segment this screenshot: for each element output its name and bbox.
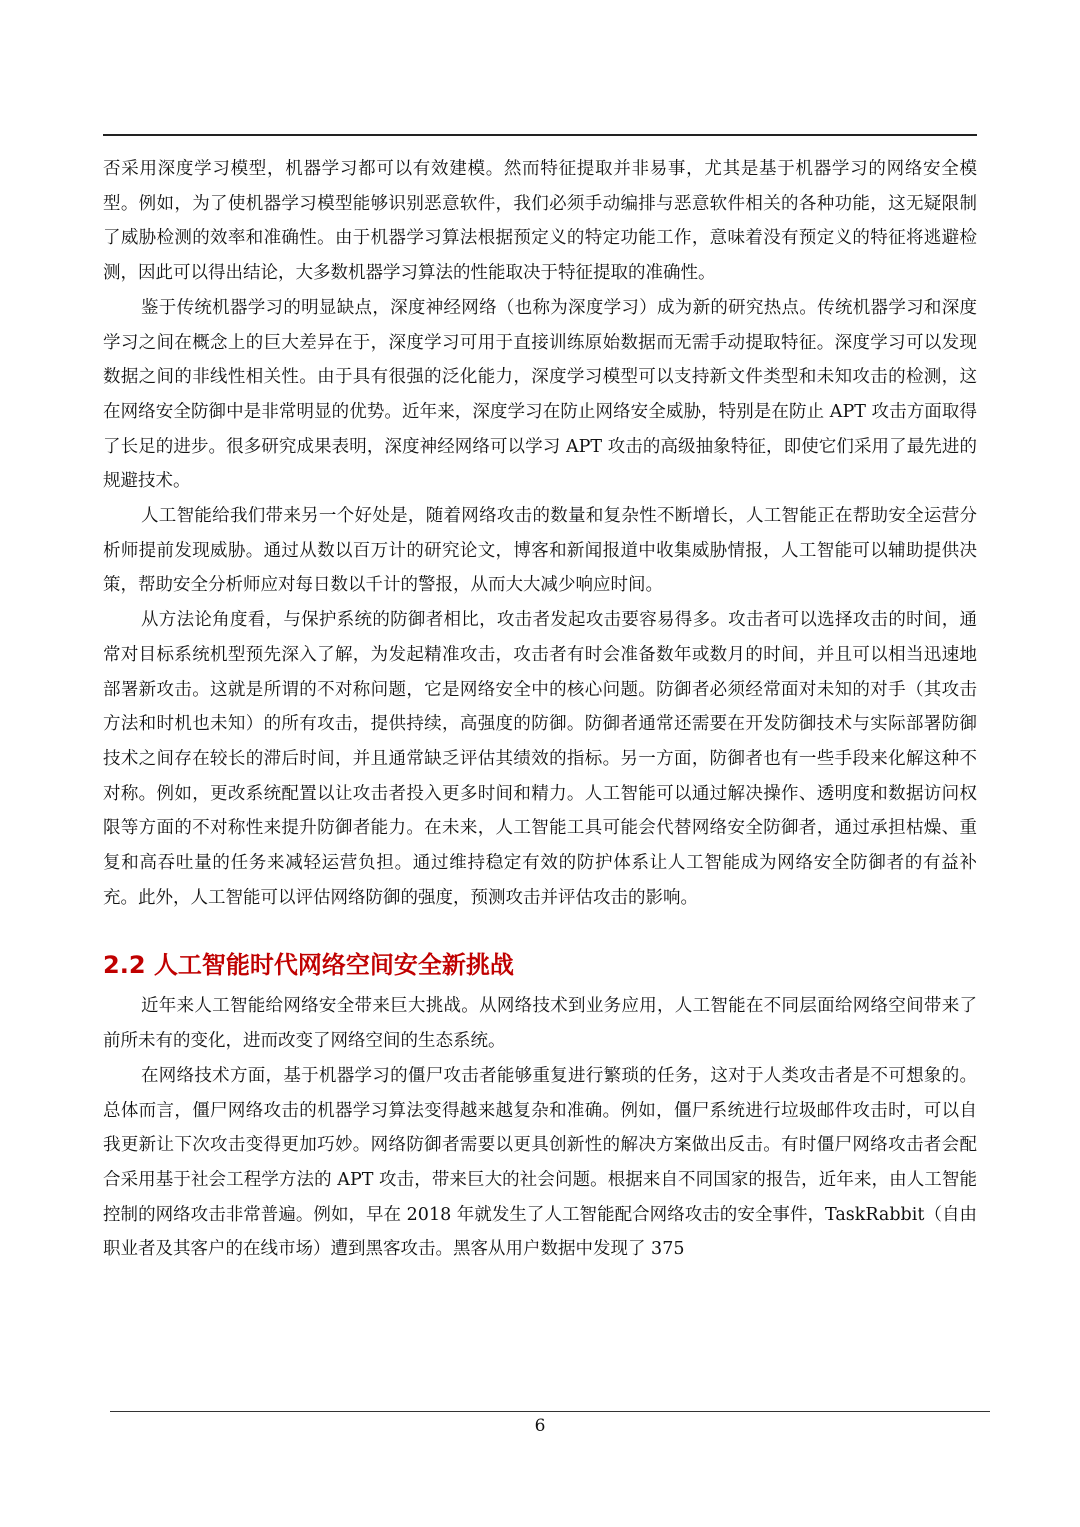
paragraph-continued: 否采用深度学习模型，机器学习都可以有效建模。然而特征提取并非易事，尤其是基于机器学习的网络安全模型。例如，为了使机器学习模型能够识别恶意软件，我们必须手动编排与恶意软件相关的各种功能，这无疑限制了威胁检测的效率和准确性。由于机器学习算法根据预定义的特定功能工作，意味着没有预定义的特征将逃避检测，因此可以得出结论，大多数机器学习算法的性能取决于特征提取的准确性。 (103, 159, 977, 284)
paragraph-challenges-intro: 近年来人工智能给网络安全带来巨大挑战。从网络技术到业务应用，人工智能在不同层面给网络空间带来了前所未有的变化，进而改变了网络空间的生态系统。 (103, 996, 977, 1052)
header-rule (103, 134, 977, 136)
paragraph-ai-benefit: 人工智能给我们带来另一个好处是，随着网络攻击的数量和复杂性不断增长，人工智能正在帮助安全运营分析师提前发现威胁。通过从数以百万计的研究论文，博客和新闻报道中收集威胁情报，人工智能可以辅助提供决策，帮助安全分析师应对每日数以千计的警报，从而大大减少响应时间。 (103, 506, 977, 596)
paragraph-deep-learning: 鉴于传统机器学习的明显缺点，深度神经网络（也称为深度学习）成为新的研究热点。传统机器学习和深度学习之间在概念上的巨大差异在于，深度学习可用于直接训练原始数据而无需手动提取特征。深度学习可以发现数据之间的非线性相关性。由于具有很强的泛化能力，深度学习模型可以支持新文件类型和未知攻击的检测，这在网络安全防御中是非常明显的优势。近年来，深度学习在防止网络安全威胁，特别是在防止 APT 攻击方面取得了长足的进步。很多研究成果表明，深度神经网络可以学习 APT 攻击的高级抽象特征，即使它们采用了最先进的规避技术。 (103, 297, 977, 492)
paragraph-asymmetry: 从方法论角度看，与保护系统的防御者相比，攻击者发起攻击要容易得多。攻击者可以选择攻击的时间，通常对目标系统机型预先深入了解，为发起精准攻击，攻击者有时会准备数年或数月的时间，并且可以相当迅速地部署新攻击。这就是所谓的不对称问题，它是网络安全中的核心问题。防御者必须经常面对未知的对手（其攻击方法和时机也未知）的所有攻击，提供持续，高强度的防御。防御者通常还需要在开发防御技术与实际部署防御技术之间存在较长的滞后时间，并且通常缺乏评估其绩效的指标。另一方面，防御者也有一些手段来化解这种不对称。例如，更改系统配置以让攻击者投入更多时间和精力。人工智能可以通过解决操作、透明度和数据访问权限等方面的不对称性来提升防御者能力。在未来，人工智能工具可能会代替网络安全防御者，通过承担枯燥、重复和高吞吐量的任务来减轻运营负担。通过维持稳定有效的防护体系让人工智能成为网络安全防御者的有益补充。此外，人工智能可以评估网络防御的强度，预测攻击并评估攻击的影响。 (103, 610, 977, 908)
section-heading: 2.2 人工智能时代网络空间安全新挑战 (103, 951, 514, 980)
footer-rule (110, 1411, 990, 1412)
paragraph-botnet: 在网络技术方面，基于机器学习的僵尸攻击者能够重复进行繁琐的任务，这对于人类攻击者是不可想象的。总体而言，僵尸网络攻击的机器学习算法变得越来越复杂和准确。例如，僵尸系统进行垃圾邮件攻击时，可以自我更新让下次攻击变得更加巧妙。网络防御者需要以更具创新性的解决方案做出反击。有时僵尸网络攻击者会配合采用基于社会工程学方法的 APT 攻击，带来巨大的社会问题。根据来自不同国家的报告，近年来，由人工智能控制的网络攻击非常普遍。例如，早在 2018 年就发生了人工智能配合网络攻击的安全事件，TaskRabbit（自由职业者及其客户的在线市场）遭到黑客攻击。黑客从用户数据中发现了 375 (103, 1065, 977, 1260)
page-number: 6 (534, 1416, 546, 1436)
page-body (103, 152, 977, 1267)
